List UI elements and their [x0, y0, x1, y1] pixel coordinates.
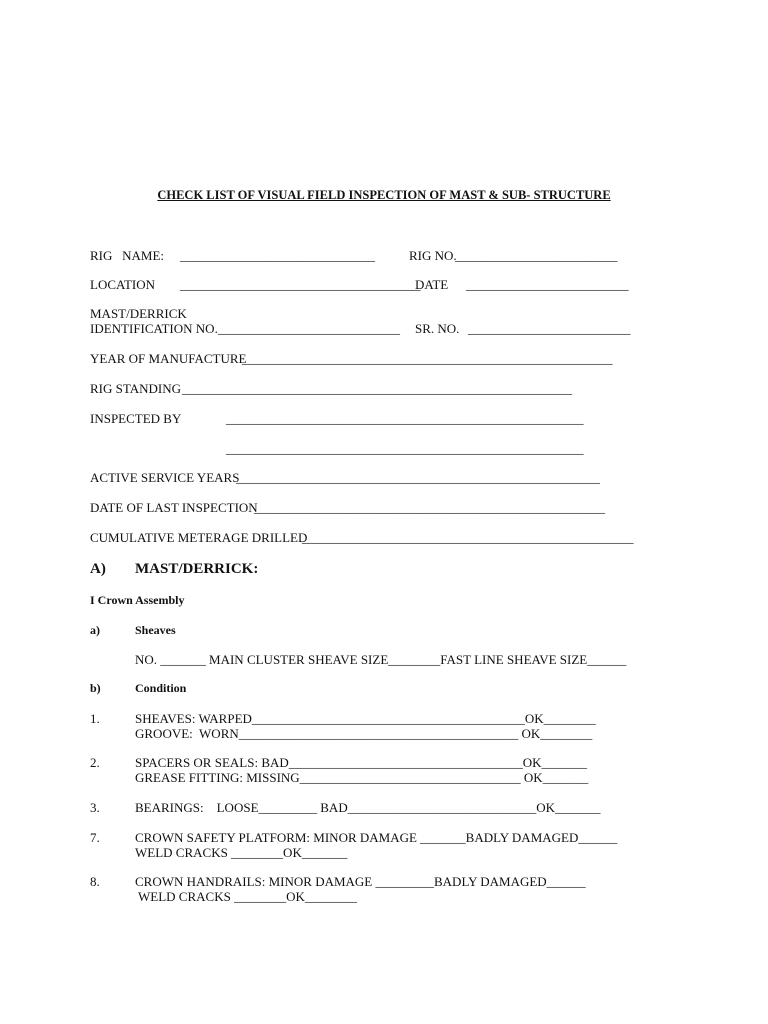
- section-a-heading: MAST/DERRICK:: [135, 561, 259, 577]
- active-years-label: ACTIVE SERVICE YEARS: [90, 470, 240, 485]
- meterage-line: ___________________________________________________: [302, 530, 634, 545]
- year-label: YEAR OF MANUFACTURE: [90, 351, 247, 366]
- condition-label: Condition: [135, 681, 187, 695]
- rig-name-label: RIG NAME:: [90, 248, 165, 263]
- crown-assembly-subheading: I Crown Assembly: [90, 593, 185, 607]
- mast-identification-line: ____________________________: [218, 321, 400, 336]
- condition-item-line: SPACERS OR SEALS: BAD____________________________________OK_______: [135, 755, 588, 770]
- page-title: CHECK LIST OF VISUAL FIELD INSPECTION OF MAST & SUB- STRUCTURE: [157, 188, 611, 202]
- rig-no-label: RIG NO.: [409, 248, 457, 263]
- date-label: DATE: [415, 277, 449, 292]
- condition-item-line: CROWN HANDRAILS: MINOR DAMAGE _________BADLY DAMAGED______: [135, 874, 586, 889]
- condition-item-number: 1.: [90, 711, 100, 726]
- sr-no-label: SR. NO.: [415, 321, 460, 336]
- last-inspection-label: DATE OF LAST INSPECTION: [90, 500, 258, 515]
- section-a-letter: A): [90, 561, 106, 577]
- rig-name-line: ______________________________: [180, 248, 375, 263]
- condition-item-line: WELD CRACKS ________OK________: [135, 889, 357, 904]
- last-inspection-line: ______________________________________________________: [254, 500, 605, 515]
- condition-item-line: CROWN SAFETY PLATFORM: MINOR DAMAGE _______BADLY DAMAGED______: [135, 830, 618, 845]
- condition-item-line: GREASE FITTING: MISSING__________________________________ OK_______: [135, 770, 589, 785]
- condition-item-line: SHEAVES: WARPED__________________________________________OK________: [135, 711, 596, 726]
- condition-item-line: GROOVE: WORN___________________________________________ OK________: [135, 726, 593, 741]
- condition-item-line: BEARINGS: LOOSE_________ BAD_____________________________OK_______: [135, 800, 601, 815]
- inspected-by-label: INSPECTED BY: [90, 411, 182, 426]
- sheave-size-line: NO. _______ MAIN CLUSTER SHEAVE SIZE________FAST LINE SHEAVE SIZE______: [135, 652, 627, 667]
- condition-item-line: WELD CRACKS ________OK_______: [135, 845, 348, 860]
- mast-label-line1: MAST/DERRICK: [90, 306, 187, 321]
- location-label: LOCATION: [90, 277, 155, 292]
- year-line: _________________________________________________________: [242, 351, 613, 366]
- rig-standing-label: RIG STANDING: [90, 381, 182, 396]
- rig-no-line: _________________________: [455, 248, 618, 263]
- sheaves-label: Sheaves: [135, 623, 176, 637]
- meterage-label: CUMULATIVE METERAGE DRILLED: [90, 530, 308, 545]
- date-line: _________________________: [466, 277, 629, 292]
- location-line: _____________________________________: [180, 277, 421, 292]
- condition-item-number: 2.: [90, 755, 100, 770]
- condition-item-number: 7.: [90, 830, 100, 845]
- condition-item-number: 8.: [90, 874, 100, 889]
- rig-standing-line: ____________________________________________________________: [182, 381, 572, 396]
- sr-no-line: _________________________: [468, 321, 631, 336]
- inspected-by-line-1: _______________________________________________________: [226, 411, 584, 426]
- item-b-letter: b): [90, 681, 101, 695]
- item-a-letter: a): [90, 623, 100, 637]
- condition-item-number: 3.: [90, 800, 100, 815]
- mast-label-line2: IDENTIFICATION NO.: [90, 321, 218, 336]
- inspected-by-line-2: _______________________________________________________: [226, 441, 584, 456]
- active-years-line: ________________________________________________________: [236, 470, 600, 485]
